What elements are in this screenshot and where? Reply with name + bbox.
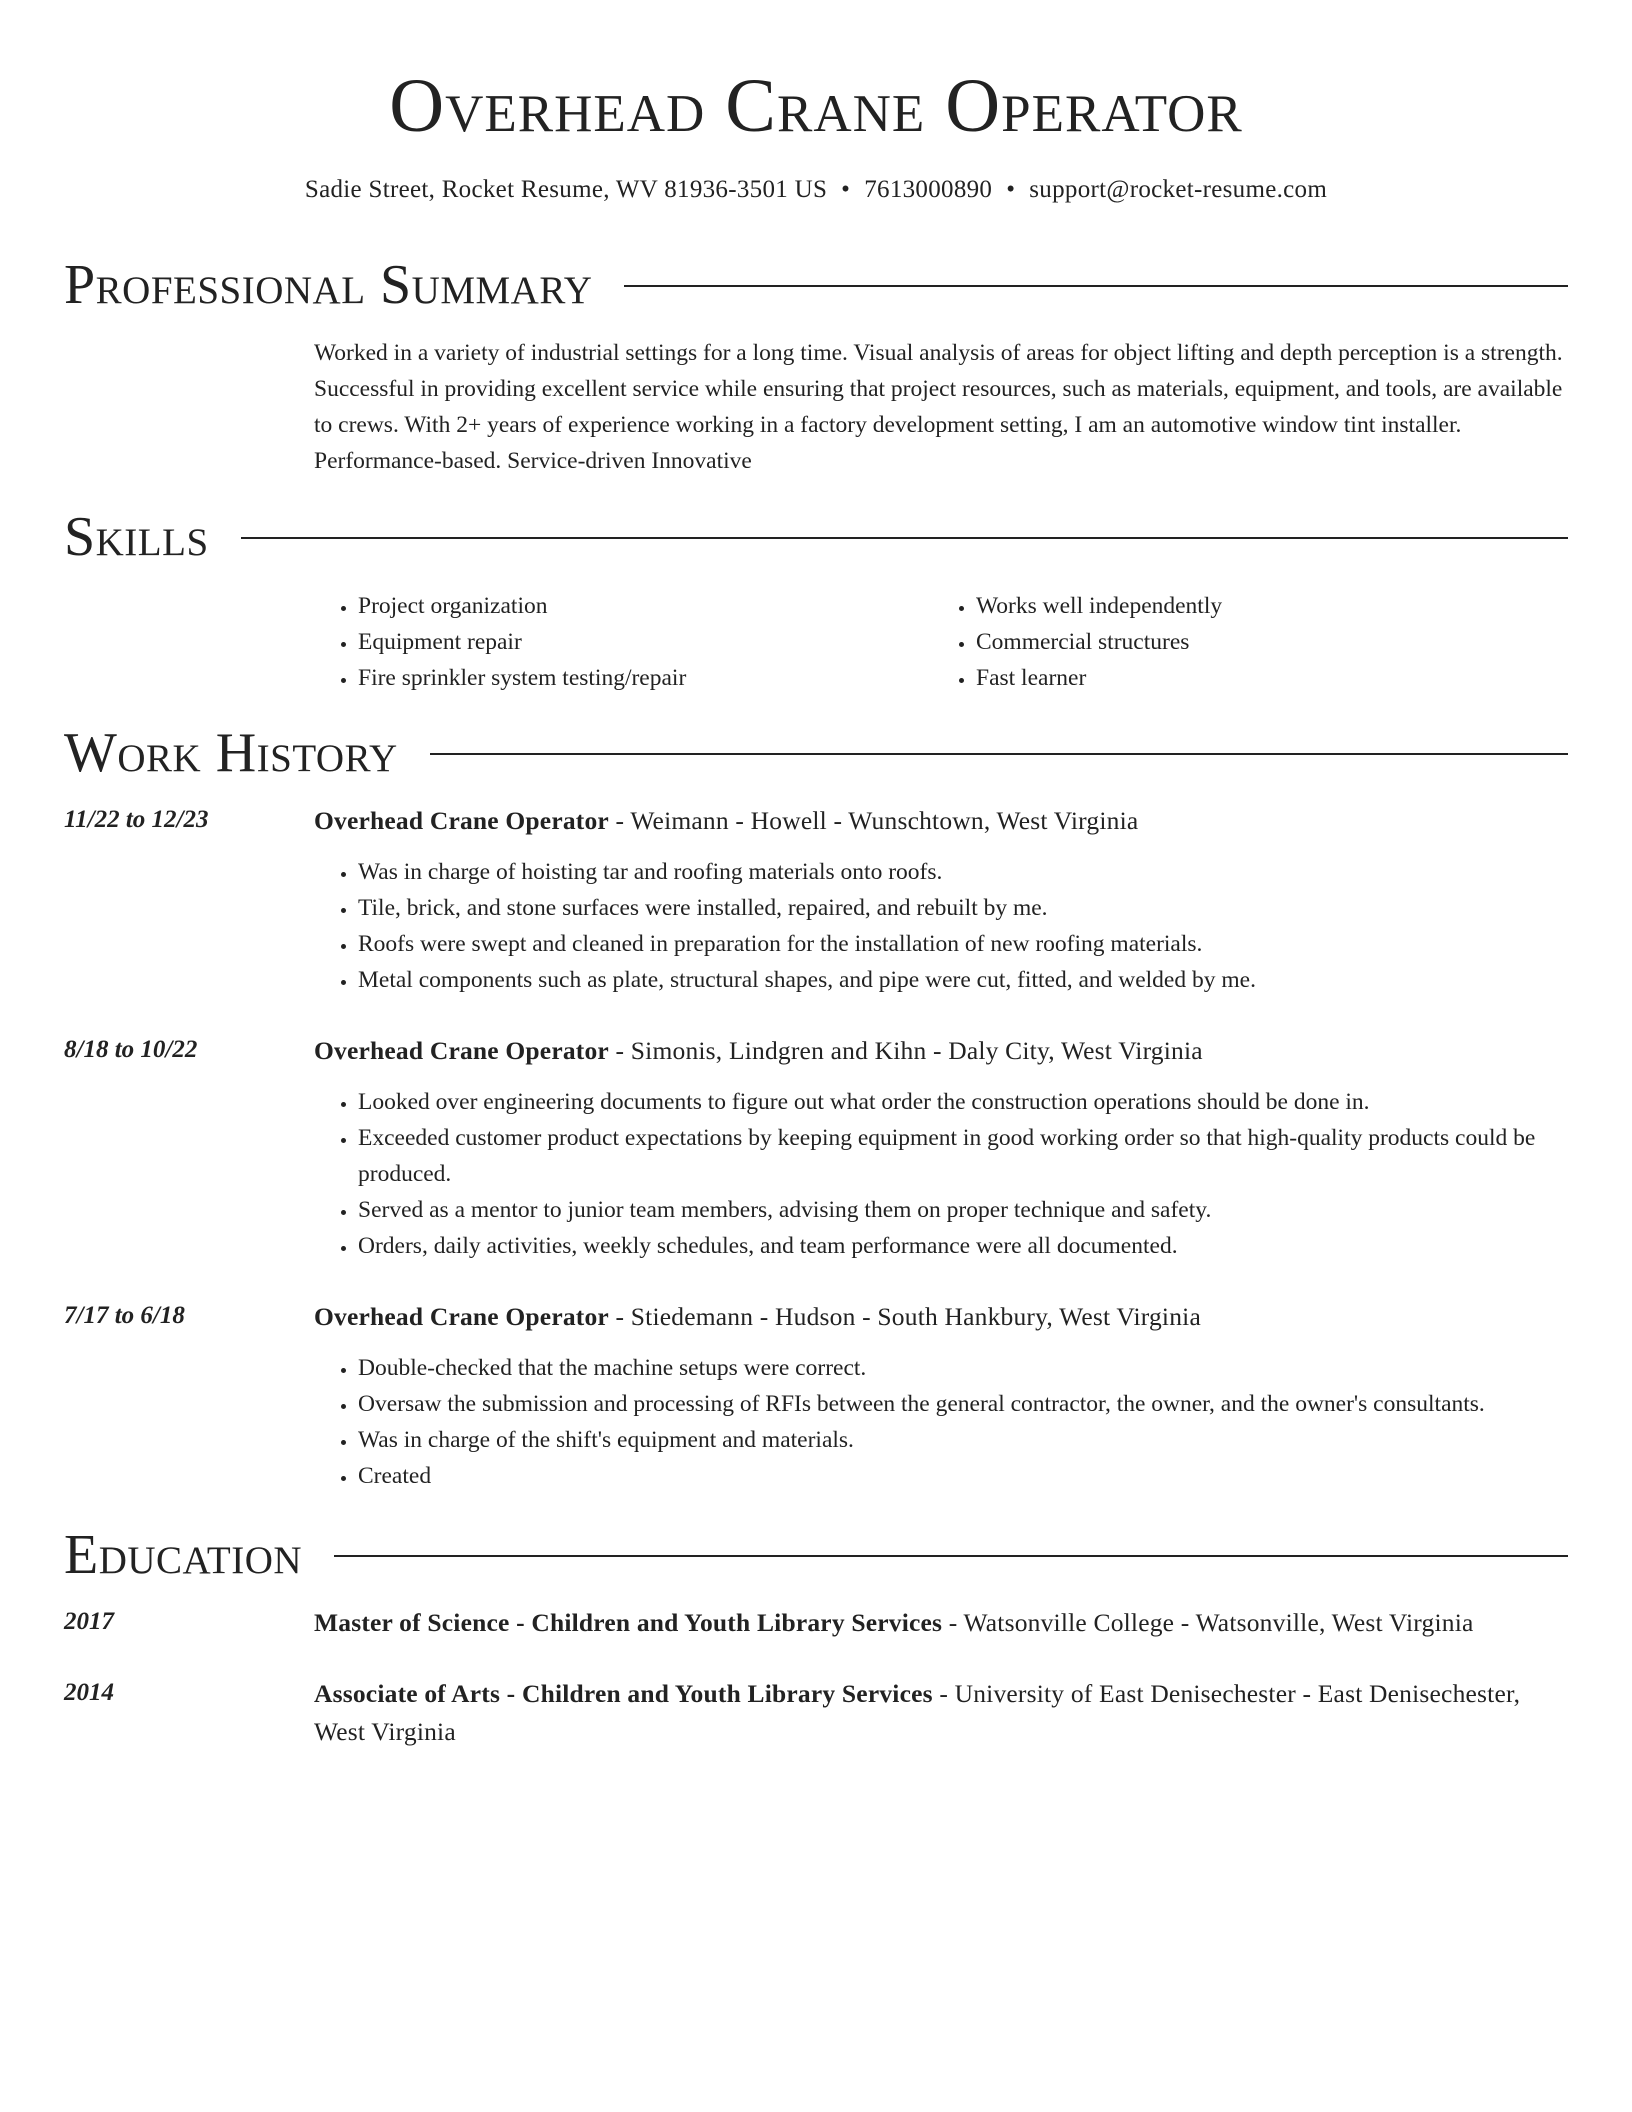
section-divider [624, 285, 1568, 287]
contact-separator: • [841, 176, 851, 203]
education-heading: Education [64, 1524, 303, 1586]
summary-content [314, 335, 1568, 479]
work-heading: Work History [64, 722, 398, 784]
summary-section-header [64, 250, 1568, 320]
job-bullet: • Looked over engineering documents to figure out what order the construction operations should be done in. [358, 1084, 1568, 1120]
skill-item: • Commercial structures [976, 624, 1550, 660]
job-bullet: • Roofs were swept and cleaned in preparation for the installation of new roofing materials. [358, 926, 1568, 962]
education-year: 2017 [64, 1608, 114, 1635]
job-bullet: • Created [358, 1458, 1568, 1494]
job-content [314, 1032, 1568, 1264]
education-heading-line [314, 1604, 1568, 1642]
contact-phone: 7613000890 [864, 176, 993, 203]
job-heading [314, 1032, 1568, 1070]
job-content [314, 802, 1568, 998]
skills-section-header [64, 502, 1568, 572]
job-bullet: • Double-checked that the machine setups were correct. [358, 1350, 1568, 1386]
skills-column-right [932, 588, 1550, 696]
skill-item: • Works well independently [976, 588, 1550, 624]
education-content [314, 1604, 1568, 1642]
job-content [314, 1298, 1568, 1494]
skills-heading: Skills [64, 506, 209, 568]
job-heading [314, 1298, 1568, 1336]
job-bullets [314, 854, 1568, 998]
job-bullets [314, 1084, 1568, 1264]
job-dates: 7/17 to 6/18 [64, 1302, 185, 1329]
work-section-header [64, 718, 1568, 788]
job-details: - Stiedemann - Hudson - South Hankbury, West Virginia [608, 1302, 1201, 1331]
education-details: - University of East Denisechester - East Denisechester, West Virginia [314, 1679, 1521, 1746]
job-details: - Weimann - Howell - Wunschtown, West Virginia [608, 806, 1139, 835]
job-bullet: • Exceeded customer product expectations by keeping equipment in good working order so that high-quality products could be produced. [358, 1120, 1568, 1192]
summary-heading: Professional Summary [64, 254, 593, 316]
job-title: Overhead Crane Operator [314, 1036, 609, 1065]
skills-list [314, 588, 1568, 696]
education-degree: Master of Science - Children and Youth Library Services [314, 1608, 943, 1637]
section-divider [334, 1555, 1568, 1557]
skills-column-left [314, 588, 932, 696]
job-heading [314, 802, 1568, 840]
education-content [314, 1675, 1568, 1751]
contact-email: support@rocket-resume.com [1029, 176, 1328, 203]
education-details: - Watsonville College - Watsonville, West Virginia [942, 1608, 1474, 1637]
contact-address: Sadie Street, Rocket Resume, WV 81936-3501 US [304, 176, 828, 203]
job-title: Overhead Crane Operator [314, 1302, 609, 1331]
job-title: Overhead Crane Operator [314, 806, 609, 835]
job-bullet: • Orders, daily activities, weekly schedules, and team performance were all documented. [358, 1228, 1568, 1264]
education-section-header [64, 1520, 1568, 1590]
job-bullet: • Oversaw the submission and processing of RFIs between the general contractor, the owner, and the owner's consultants. [358, 1386, 1568, 1422]
education-heading-line [314, 1675, 1568, 1751]
education-degree: Associate of Arts - Children and Youth Library Services [314, 1679, 933, 1708]
skill-item: • Project organization [358, 588, 932, 624]
education-year: 2014 [64, 1679, 114, 1706]
skill-item: • Fast learner [976, 660, 1550, 696]
job-bullet: • Served as a mentor to junior team members, advising them on proper technique and safety. [358, 1192, 1568, 1228]
contact-separator: • [1006, 176, 1016, 203]
skill-item: • Fire sprinkler system testing/repair [358, 660, 932, 696]
job-bullets [314, 1350, 1568, 1494]
job-bullet: • Metal components such as plate, structural shapes, and pipe were cut, fitted, and welded by me. [358, 962, 1568, 998]
job-dates: 11/22 to 12/23 [64, 806, 209, 833]
section-divider [430, 753, 1568, 755]
contact-line [0, 170, 1632, 210]
job-dates: 8/18 to 10/22 [64, 1036, 198, 1063]
job-bullet: • Tile, brick, and stone surfaces were installed, repaired, and rebuilt by me. [358, 890, 1568, 926]
summary-text: Worked in a variety of industrial settings for a long time. Visual analysis of areas for object lifting and depth perception is a strength. Successful in providing excellent service while ensuring that project resources, such as materials, equipment, and tools, are available to crews. With 2+ years of experience working in a factory development setting, I am an automotive window tint installer. Performance-based. Service-driven Innovative [314, 340, 1563, 474]
job-bullet: • Was in charge of the shift's equipment and materials. [358, 1422, 1568, 1458]
section-divider [241, 537, 1568, 539]
skill-item: • Equipment repair [358, 624, 932, 660]
job-details: - Simonis, Lindgren and Kihn - Daly City, West Virginia [608, 1036, 1203, 1065]
job-bullet: • Was in charge of hoisting tar and roofing materials onto roofs. [358, 854, 1568, 890]
resume-name: Overhead Crane Operator [389, 64, 1243, 148]
